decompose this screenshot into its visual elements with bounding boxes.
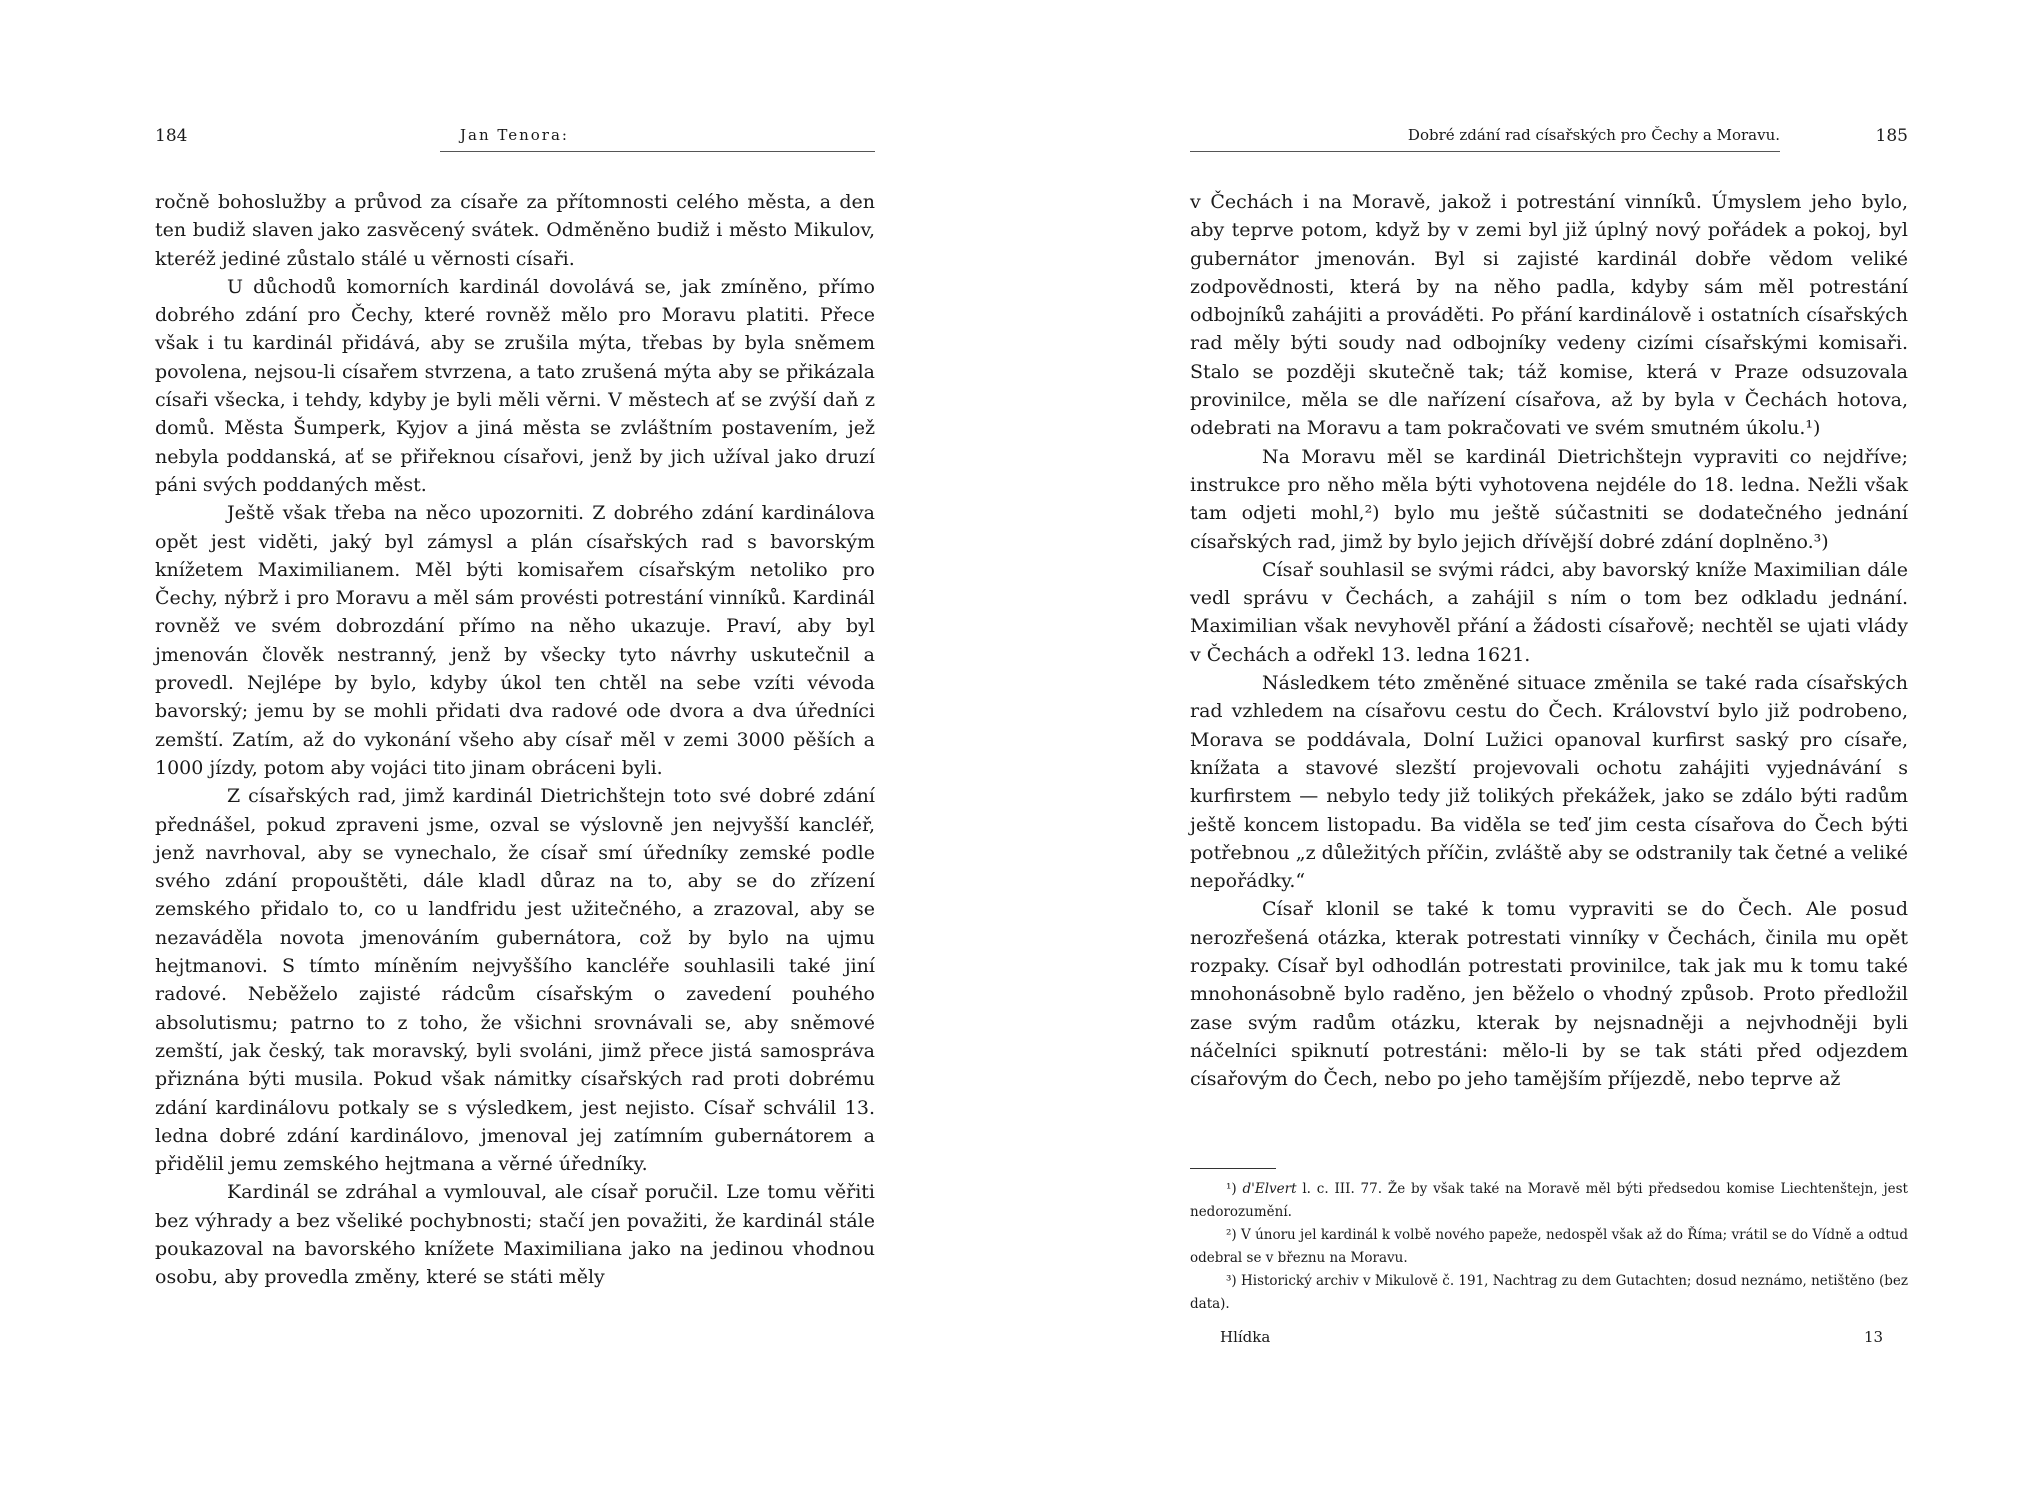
left-body-text [155, 188, 875, 1292]
footnote-mark: ³) [1226, 1273, 1241, 1289]
footnote [1190, 1178, 1908, 1224]
paragraph: Císař klonil se také k tomu vypraviti se do Čech. Ale posud nerozřešená otázka, kterak potrestati vinníky v Čechách, činila mu opět rozpaky. Císař byl odhodlán potrestati provinilce, tak jak mu k tomu také mnohonásobně bylo raděno, jen běželo o vhodný způsob. Proto předložil zase svým radům otázku, kterak by nejsnadněji a nejvhodněji byli náčelníci spiknutí potrestáni: mělo-li by se tak státi před odjezdem císařovým do Čech, nebo po jeho tamějším příjezdě, nebo teprve až [1190, 898, 1908, 1091]
right-body-text [1190, 188, 1908, 1094]
paragraph: v Čechách i na Moravě, jakož i potrestání vinníků. Úmyslem jeho bylo, aby teprve potom, když by v zemi byl již úplný nový pořádek a pokoj, byl gubernátor jmenován. Byl si zajisté kardinál dobře vědom veliké zodpovědnosti, která by na něho padla, kdyby sám měl potrestání odbojníků zahájiti a prováděti. Po přání kardinálově i ostatních císařských rad měly býti soudy nad odbojníky vedeny cizími císařskými komisaři. Stalo se později skutečně tak; táž komise, která v Praze odsuzovala provinilce, měla se dle nařízení císařova, až by byla v Čechách hotova, odebrati na Moravu a tam pokračovati ve svém smutném úkolu.¹) [1190, 191, 1908, 440]
sheet-number: 13 [1864, 1328, 1884, 1346]
footnotes [1190, 1178, 1908, 1316]
right-running-header [1190, 126, 1908, 152]
paragraph: Kardinál se zdráhal a vymlouval, ale císař poručil. Lze tomu věřiti bez výhrady a bez všeliké pochybnosti; stačí jen považiti, že kardinál stále poukazoval na bavorského knížete Maximiliana jako na jedinou vhodnou osobu, aby provedla změny, které se státi měly [155, 1181, 875, 1289]
left-running-header [155, 126, 875, 152]
right-page [1022, 0, 2044, 1500]
left-running-title: Jan Tenora: [460, 126, 569, 144]
right-page-number: 185 [1875, 126, 1908, 146]
footnote [1190, 1224, 1908, 1270]
footnote-text: Historický archiv v Mikulově č. 191, Nachtrag zu dem Gutachten; dosud neznámo, netištěno (bez data). [1190, 1273, 1908, 1312]
paragraph: Z císařských rad, jimž kardinál Dietrichštejn toto své dobré zdání přednášel, pokud zpraveni jsme, ozval se výslovně jen nejvyšší kancléř, jenž navrhoval, aby se vynechalo, že císař smí úředníky zemské podle svého zdání propouštěti, dále kladl důraz na to, aby se do zřízení zemského přidalo to, co u landfridu jest užitečného, a zrazoval, aby se nezaváděla novota jmenováním gubernátora, což by bylo na ujmu hejtmanovi. S tímto míněním nejvyššího kancléře souhlasili také jiní radové. Neběželo zajisté rádcům císařským o zavedení pouhého absolutismu; patrno to z toho, že všichni srovnávali se, aby sněmové zemští, jak český, tak moravský, byli svoláni, jimž přece jistá samospráva přiznána býti musila. Pokud však námitky císařských rad proti dobrému zdání kardinálovu potkaly se s výsledkem, jest nejisto. Císař schválil 13. ledna dobré zdání kardinálovo, jmenoval jej zatímním gubernátorem a přidělil jemu zemského hejtmana a věrné úředníky. [155, 785, 875, 1176]
left-page-number: 184 [155, 126, 188, 146]
left-header-rule [440, 151, 875, 152]
footnote-text: l. c. III. 77. Že by však také na Moravě měl býti předsedou komise Liechtenštejn, jest nedorozumění. [1190, 1181, 1908, 1220]
paragraph: U důchodů komorních kardinál dovolává se, jak zmíněno, přímo dobrého zdání pro Čechy, které rovněž mělo pro Moravu platiti. Přece však i tu kardinál přidává, aby se zrušila mýta, třebas by byla sněmem povolena, nejsou-li císařem stvrzena, a tato zrušená mýta aby se přikázala císaři všecka, i tehdy, kdyby je byli měli věrni. V městech ať se zvýší daň z domů. Města Šumperk, Kyjov a jiná města se zvláštním postavením, jež nebyla poddanská, ať se přiřeknou císařovi, jenž by jich užíval jako druzí páni svých poddaných měst. [155, 275, 875, 496]
footnote-rule [1190, 1168, 1276, 1169]
paragraph: Císař souhlasil se svými rádci, aby bavorský kníže Maximilian dále vedl správu v Čechách, a zahájil s ním o tom bez odkladu jednání. Maximilian však nevyhověl přání a žádosti císařově; nechtěl se ujati vlády v Čechách a odřekl 13. ledna 1621. [1190, 558, 1908, 666]
paragraph: Následkem této změněné situace změnila se také rada císařských rad vzhledem na císařovu cestu do Čech. Království bylo již podrobeno, Morava se poddávala, Dolní Lužici opanoval kurfirst saský pro císaře, knížata a stavové slezští projevovali ochotu zahájiti vyjednávání s kurfirstem — nebylo tedy již tolikých překážek, jako se zdálo býti radům ještě koncem listopadu. Ba viděla se teď jim cesta císařova do Čech býti potřebnou „z důležitých příčin, zvláště aby se odstranily tak četné a veliké nepořádky.“ [1190, 672, 1908, 893]
footnote-mark: ²) [1226, 1227, 1241, 1243]
signature-mark: Hlídka [1220, 1328, 1271, 1346]
footnote-text: V únoru jel kardinál k volbě nového papeže, nedospěl však až do Říma; vrátil se do Vídně a odtud odebral se v březnu na Moravu. [1190, 1227, 1908, 1266]
paragraph: Ještě však třeba na něco upozorniti. Z dobrého zdání kardinálova opět jest viděti, jaký byl zámysl a plán císařských rad s bavorským knížetem Maximilianem. Měl býti komisařem císařským netoliko pro Čechy, nýbrž i pro Moravu a měl sám provésti potrestání vinníků. Kardinál rovněž ve svém dobrozdání přímo na něho ukazuje. Praví, aby byl jmenován člověk nestranný, jenž by všecky tyto návrhy uskutečnil a provedl. Nejlépe by bylo, kdyby úkol ten chtěl na sebe vzíti vévoda bavorský; jemu by se mohli přidati dva radové ode dvora a dva úředníci zemští. Zatím, až do vykonání všeho aby císař měl v zemi 3000 pěších a 1000 jízdy, potom aby vojáci tito jinam obráceni byli. [155, 502, 875, 779]
right-header-rule [1190, 151, 1780, 152]
footnote-author: d'Elvert [1242, 1181, 1303, 1197]
footnote-mark: ¹) [1226, 1181, 1243, 1197]
paragraph: Na Moravu měl se kardinál Dietrichštejn vypraviti co nejdříve; instrukce pro něho měla býti vyhotovena nejdéle do 18. ledna. Nežli však tam odjeti mohl,²) bylo mu ještě súčastniti se dodatečného jednání císařských rad, jimž by bylo jejich dřívější dobré zdání doplněno.³) [1190, 445, 1908, 553]
footnote [1190, 1270, 1908, 1316]
paragraph: ročně bohoslužby a průvod za císaře za přítomnosti celého města, a den ten budiž slaven jako zasvěcený svátek. Odměněno budiž i město Mikulov, kteréž jediné zůstalo stálé u věrnosti císaři. [155, 191, 875, 270]
right-running-title: Dobré zdání rad císařských pro Čechy a Moravu. [1407, 126, 1780, 144]
